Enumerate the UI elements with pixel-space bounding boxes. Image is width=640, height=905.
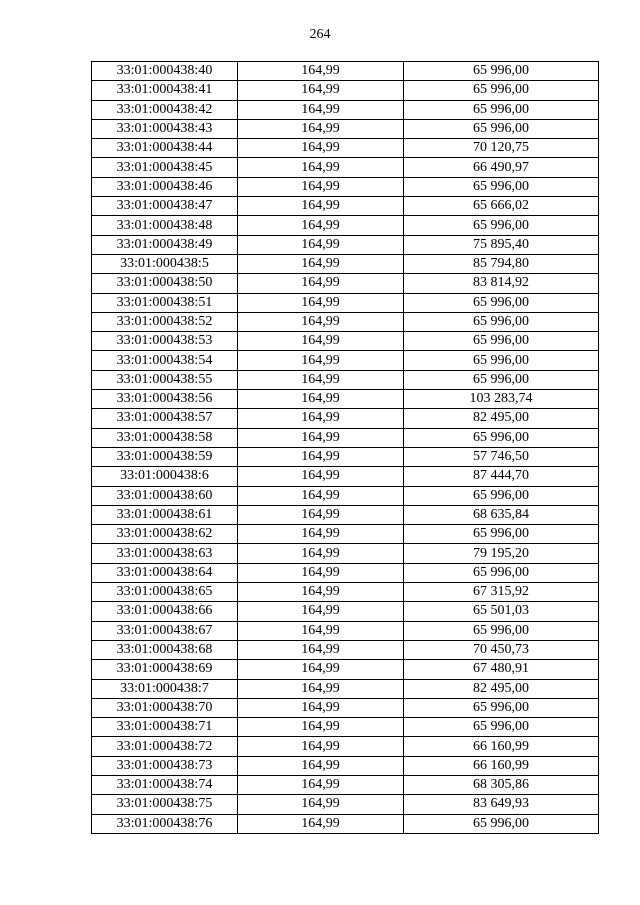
- table-row: [92, 119, 599, 138]
- cadastral-number-cell: 33:01:000438:67: [92, 621, 238, 640]
- area-cell: 164,99: [238, 274, 404, 293]
- cadastral-number-cell: 33:01:000438:72: [92, 737, 238, 756]
- area-cell: 164,99: [238, 158, 404, 177]
- area-cell: 164,99: [238, 698, 404, 717]
- cadastral-number-cell: 33:01:000438:51: [92, 293, 238, 312]
- table-row: [92, 197, 599, 216]
- value-cell: 65 996,00: [404, 698, 599, 717]
- area-cell: 164,99: [238, 81, 404, 100]
- table-row: [92, 814, 599, 833]
- value-cell: 68 305,86: [404, 775, 599, 794]
- cadastral-number-cell: 33:01:000438:65: [92, 583, 238, 602]
- area-cell: 164,99: [238, 197, 404, 216]
- table-row: [92, 254, 599, 273]
- table-row: [92, 409, 599, 428]
- cadastral-number-cell: 33:01:000438:44: [92, 139, 238, 158]
- value-cell: 82 495,00: [404, 679, 599, 698]
- value-cell: 66 490,97: [404, 158, 599, 177]
- cadastral-number-cell: 33:01:000438:70: [92, 698, 238, 717]
- value-cell: 70 120,75: [404, 139, 599, 158]
- table-row: [92, 81, 599, 100]
- value-cell: 82 495,00: [404, 409, 599, 428]
- value-cell: 83 649,93: [404, 795, 599, 814]
- table-row: [92, 274, 599, 293]
- cadastral-number-cell: 33:01:000438:75: [92, 795, 238, 814]
- cadastral-number-cell: 33:01:000438:61: [92, 505, 238, 524]
- area-cell: 164,99: [238, 62, 404, 81]
- table-row: [92, 158, 599, 177]
- table-row: [92, 447, 599, 466]
- table-row: [92, 177, 599, 196]
- area-cell: 164,99: [238, 370, 404, 389]
- area-cell: 164,99: [238, 447, 404, 466]
- value-cell: 65 996,00: [404, 563, 599, 582]
- area-cell: 164,99: [238, 351, 404, 370]
- area-cell: 164,99: [238, 544, 404, 563]
- table-body: [92, 62, 599, 834]
- value-cell: 65 996,00: [404, 351, 599, 370]
- area-cell: 164,99: [238, 312, 404, 331]
- value-cell: 65 996,00: [404, 621, 599, 640]
- area-cell: 164,99: [238, 718, 404, 737]
- table-row: [92, 293, 599, 312]
- value-cell: 87 444,70: [404, 467, 599, 486]
- value-cell: 65 996,00: [404, 81, 599, 100]
- area-cell: 164,99: [238, 795, 404, 814]
- area-cell: 164,99: [238, 409, 404, 428]
- cadastral-number-cell: 33:01:000438:48: [92, 216, 238, 235]
- cadastral-number-cell: 33:01:000438:6: [92, 467, 238, 486]
- table-row: [92, 505, 599, 524]
- cadastral-number-cell: 33:01:000438:47: [92, 197, 238, 216]
- cadastral-number-cell: 33:01:000438:60: [92, 486, 238, 505]
- area-cell: 164,99: [238, 775, 404, 794]
- table-row: [92, 100, 599, 119]
- area-cell: 164,99: [238, 660, 404, 679]
- area-cell: 164,99: [238, 756, 404, 775]
- cadastral-number-cell: 33:01:000438:41: [92, 81, 238, 100]
- cadastral-number-cell: 33:01:000438:74: [92, 775, 238, 794]
- cadastral-number-cell: 33:01:000438:62: [92, 525, 238, 544]
- value-cell: 83 814,92: [404, 274, 599, 293]
- cadastral-number-cell: 33:01:000438:58: [92, 428, 238, 447]
- cadastral-number-cell: 33:01:000438:68: [92, 640, 238, 659]
- area-cell: 164,99: [238, 139, 404, 158]
- area-cell: 164,99: [238, 293, 404, 312]
- cadastral-number-cell: 33:01:000438:5: [92, 254, 238, 273]
- table-row: [92, 312, 599, 331]
- value-cell: 75 895,40: [404, 235, 599, 254]
- value-cell: 65 996,00: [404, 216, 599, 235]
- cadastral-number-cell: 33:01:000438:73: [92, 756, 238, 775]
- table-row: [92, 679, 599, 698]
- table-row: [92, 602, 599, 621]
- value-cell: 103 283,74: [404, 390, 599, 409]
- area-cell: 164,99: [238, 332, 404, 351]
- value-cell: 65 996,00: [404, 100, 599, 119]
- value-cell: 65 996,00: [404, 293, 599, 312]
- table-row: [92, 563, 599, 582]
- area-cell: 164,99: [238, 737, 404, 756]
- cadastral-number-cell: 33:01:000438:69: [92, 660, 238, 679]
- cadastral-number-cell: 33:01:000438:71: [92, 718, 238, 737]
- value-cell: 68 635,84: [404, 505, 599, 524]
- area-cell: 164,99: [238, 100, 404, 119]
- area-cell: 164,99: [238, 563, 404, 582]
- table-row: [92, 370, 599, 389]
- value-cell: 67 315,92: [404, 583, 599, 602]
- area-cell: 164,99: [238, 428, 404, 447]
- value-cell: 65 996,00: [404, 525, 599, 544]
- table-row: [92, 775, 599, 794]
- area-cell: 164,99: [238, 679, 404, 698]
- table-row: [92, 544, 599, 563]
- value-cell: 65 501,03: [404, 602, 599, 621]
- area-cell: 164,99: [238, 640, 404, 659]
- value-cell: 65 996,00: [404, 814, 599, 833]
- cadastral-number-cell: 33:01:000438:55: [92, 370, 238, 389]
- table-row: [92, 795, 599, 814]
- area-cell: 164,99: [238, 486, 404, 505]
- table-row: [92, 756, 599, 775]
- value-cell: 85 794,80: [404, 254, 599, 273]
- cadastral-number-cell: 33:01:000438:49: [92, 235, 238, 254]
- area-cell: 164,99: [238, 602, 404, 621]
- cadastral-number-cell: 33:01:000438:46: [92, 177, 238, 196]
- table-row: [92, 139, 599, 158]
- table-row: [92, 428, 599, 447]
- cadastral-number-cell: 33:01:000438:40: [92, 62, 238, 81]
- cadastral-number-cell: 33:01:000438:57: [92, 409, 238, 428]
- cadastral-number-cell: 33:01:000438:56: [92, 390, 238, 409]
- area-cell: 164,99: [238, 525, 404, 544]
- table-row: [92, 216, 599, 235]
- table-row: [92, 235, 599, 254]
- area-cell: 164,99: [238, 505, 404, 524]
- value-cell: 57 746,50: [404, 447, 599, 466]
- cadastral-number-cell: 33:01:000438:54: [92, 351, 238, 370]
- value-cell: 65 996,00: [404, 312, 599, 331]
- value-cell: 65 666,02: [404, 197, 599, 216]
- cadastral-number-cell: 33:01:000438:52: [92, 312, 238, 331]
- cadastral-number-cell: 33:01:000438:63: [92, 544, 238, 563]
- table-row: [92, 737, 599, 756]
- cadastral-number-cell: 33:01:000438:66: [92, 602, 238, 621]
- area-cell: 164,99: [238, 390, 404, 409]
- area-cell: 164,99: [238, 235, 404, 254]
- area-cell: 164,99: [238, 814, 404, 833]
- cadastral-number-cell: 33:01:000438:53: [92, 332, 238, 351]
- value-cell: 65 996,00: [404, 370, 599, 389]
- cadastral-number-cell: 33:01:000438:64: [92, 563, 238, 582]
- page-number: 264: [309, 27, 331, 42]
- data-table: [91, 61, 599, 834]
- area-cell: 164,99: [238, 119, 404, 138]
- cadastral-number-cell: 33:01:000438:43: [92, 119, 238, 138]
- value-cell: 79 195,20: [404, 544, 599, 563]
- value-cell: 70 450,73: [404, 640, 599, 659]
- value-cell: 65 996,00: [404, 428, 599, 447]
- cadastral-number-cell: 33:01:000438:7: [92, 679, 238, 698]
- table-row: [92, 718, 599, 737]
- table-row: [92, 486, 599, 505]
- area-cell: 164,99: [238, 583, 404, 602]
- table-row: [92, 390, 599, 409]
- table-row: [92, 525, 599, 544]
- value-cell: 67 480,91: [404, 660, 599, 679]
- area-cell: 164,99: [238, 254, 404, 273]
- table-row: [92, 332, 599, 351]
- value-cell: 65 996,00: [404, 486, 599, 505]
- cadastral-number-cell: 33:01:000438:50: [92, 274, 238, 293]
- table-row: [92, 351, 599, 370]
- value-cell: 65 996,00: [404, 119, 599, 138]
- value-cell: 65 996,00: [404, 718, 599, 737]
- table-row: [92, 62, 599, 81]
- value-cell: 65 996,00: [404, 177, 599, 196]
- table-row: [92, 583, 599, 602]
- value-cell: 65 996,00: [404, 332, 599, 351]
- table-row: [92, 698, 599, 717]
- value-cell: 66 160,99: [404, 756, 599, 775]
- cadastral-number-cell: 33:01:000438:42: [92, 100, 238, 119]
- area-cell: 164,99: [238, 467, 404, 486]
- area-cell: 164,99: [238, 216, 404, 235]
- cadastral-number-cell: 33:01:000438:59: [92, 447, 238, 466]
- cadastral-number-cell: 33:01:000438:45: [92, 158, 238, 177]
- table-row: [92, 640, 599, 659]
- value-cell: 66 160,99: [404, 737, 599, 756]
- value-cell: 65 996,00: [404, 62, 599, 81]
- table-row: [92, 467, 599, 486]
- table-row: [92, 660, 599, 679]
- cadastral-number-cell: 33:01:000438:76: [92, 814, 238, 833]
- area-cell: 164,99: [238, 177, 404, 196]
- table-row: [92, 621, 599, 640]
- area-cell: 164,99: [238, 621, 404, 640]
